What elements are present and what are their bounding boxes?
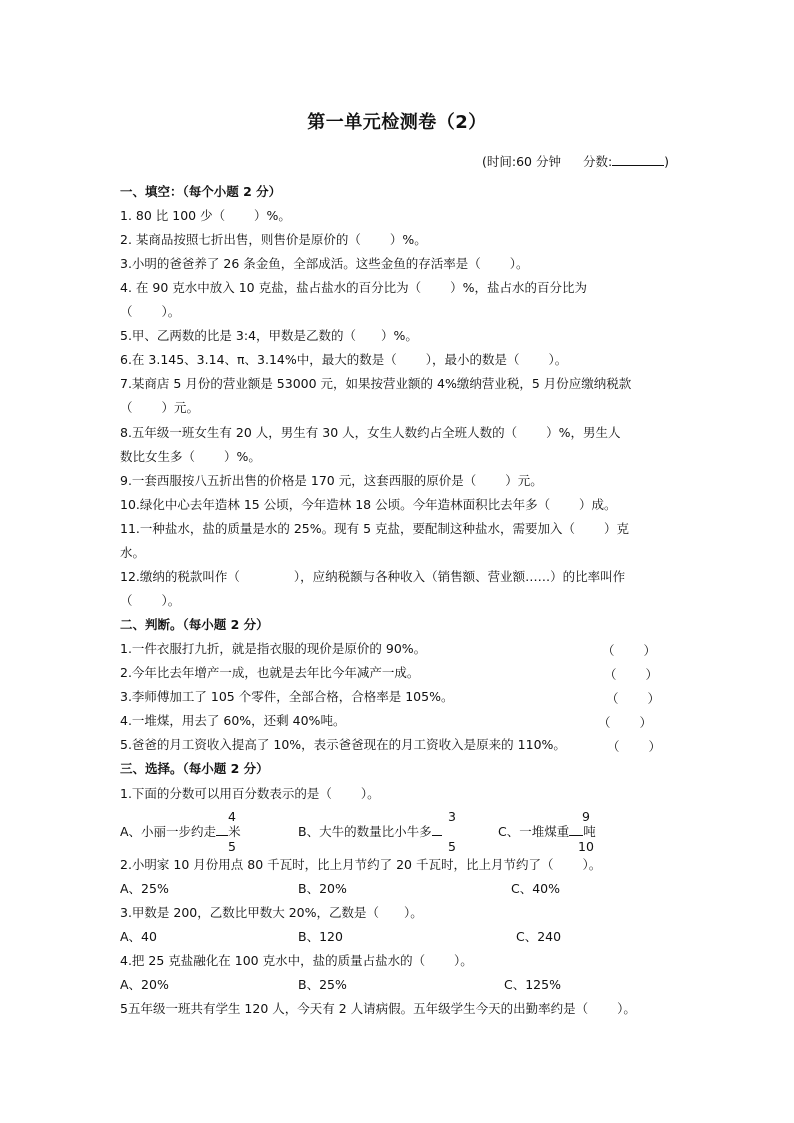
option-text: C、一堆煤重	[498, 824, 570, 839]
fill-question: 5.甲、乙两数的比是 3:4，甲数是乙数的（ ）%。	[120, 328, 418, 343]
option-unit: 吨	[583, 824, 596, 839]
choice-option-c[interactable]	[498, 824, 596, 840]
fill-question: 6.在 3.145、3.14、π、3.14%中，最大的数是（ ），最小的数是（ ）。	[120, 352, 568, 367]
fill-question: 2. 某商品按照七折出售，则售价是原价的（ ）%。	[120, 232, 427, 247]
judge-question: 2.今年比去年增产一成，也就是去年比今年减产一成。	[120, 665, 420, 680]
option-text: B、大牛的数量比小牛多	[298, 824, 432, 839]
fill-question: 11.一种盐水，盐的质量是水的 25%。现有 5 克盐，要配制这种盐水，需要加入（ ）克	[120, 521, 630, 536]
page-title: 第一单元检测卷（2）	[307, 112, 487, 133]
choice-question: 5五年级一班共有学生 120 人，今天有 2 人请病假。五年级学生今天的出勤率约是（ ）。	[120, 1001, 636, 1016]
fill-question: 12.缴纳的税款叫作（ ），应纳税额与各种收入（销售额、营业额……）的比率叫作	[120, 569, 626, 584]
choice-option-b[interactable]	[298, 824, 442, 840]
fill-question: 9.一套西服按八五折出售的价格是 170 元，这套西服的原价是（ ）元。	[120, 473, 543, 488]
option-unit: 米	[228, 824, 241, 839]
fill-question: 10.绿化中心去年造林 15 公顷，今年造林 18 公顷。今年造林面积比去年多（ ）成。	[120, 497, 617, 512]
fraction-bar	[569, 826, 583, 836]
judge-question: 1.一件衣服打九折，就是指衣服的现价是原价的 90%。	[120, 641, 427, 656]
fill-question: 3.小明的爸爸养了 26 条金鱼，全部成活。这些金鱼的存活率是（ ）。	[120, 256, 529, 271]
choice-question: 4.把 25 克盐融化在 100 克水中，盐的质量占盐水的（ ）。	[120, 953, 473, 968]
section-choice-heading: 三、选择。（每小题 2 分）	[120, 761, 269, 776]
choice-option-a[interactable]: A、20%	[120, 977, 169, 992]
judge-question: 4.一堆煤，用去了 60%，还剩 40%吨。	[120, 713, 346, 728]
fill-question-cont: 数比女生多（ ）%。	[120, 449, 261, 464]
fill-question: 8.五年级一班女生有 20 人，男生有 30 人，女生人数约占全班人数的（ ）%，男生人	[120, 425, 621, 440]
choice-option-b[interactable]: B、25%	[298, 977, 347, 992]
fraction-bar	[216, 826, 228, 836]
judge-answer-paren[interactable]: （ ）	[602, 643, 656, 658]
fraction-denominator: 10	[578, 839, 594, 854]
fraction-bar	[432, 826, 442, 836]
exam-meta	[482, 152, 669, 170]
fraction-denominator: 5	[448, 839, 456, 854]
judge-question: 3.李师傅加工了 105 个零件，全部合格，合格率是 105%。	[120, 689, 454, 704]
choice-option-c[interactable]: C、240	[516, 929, 562, 944]
score-label: 分数:	[582, 154, 613, 169]
fill-question-cont: （ ）。	[120, 304, 181, 319]
judge-answer-paren[interactable]: （ ）	[607, 739, 661, 754]
choice-option-a[interactable]: A、40	[120, 929, 157, 944]
fill-question: 1. 80 比 100 少（ ）%。	[120, 208, 291, 223]
judge-question: 5.爸爸的月工资收入提高了 10%，表示爸爸现在的月工资收入是原来的 110%。	[120, 737, 566, 752]
choice-question: 1.下面的分数可以用百分数表示的是（ ）。	[120, 786, 380, 801]
meta-close: )	[664, 154, 670, 169]
choice-option-a[interactable]	[120, 824, 241, 840]
fill-question: 7.某商店 5 月份的营业额是 53000 元，如果按营业额的 4%缴纳营业税，5 月份应缴纳税款	[120, 376, 632, 391]
fraction-numerator: 3	[448, 809, 456, 824]
judge-answer-paren[interactable]: （ ）	[604, 667, 658, 682]
judge-answer-paren[interactable]: （ ）	[606, 691, 660, 706]
fraction-denominator: 5	[228, 839, 236, 854]
choice-question: 3.甲数是 200，乙数比甲数大 20%，乙数是（ ）。	[120, 905, 423, 920]
judge-answer-paren[interactable]: （ ）	[598, 715, 652, 730]
fill-question-cont: （ ）元。	[120, 400, 199, 415]
fraction-numerator: 9	[582, 809, 590, 824]
section-judge-heading: 二、判断。（每小题 2 分）	[120, 617, 269, 632]
fill-question: 4. 在 90 克水中放入 10 克盐，盐占盐水的百分比为（ ）%，盐占水的百分比为	[120, 280, 587, 295]
fill-question-cont: （ ）。	[120, 593, 181, 608]
section-fill-heading: 一、填空：（每个小题 2 分）	[120, 184, 282, 199]
fill-question-cont: 水。	[120, 545, 146, 560]
choice-option-c[interactable]: C、125%	[504, 977, 561, 992]
choice-option-b[interactable]: B、20%	[298, 881, 347, 896]
choice-option-c[interactable]: C、40%	[511, 881, 561, 896]
option-text: A、小丽一步约走	[120, 824, 217, 839]
choice-option-b[interactable]: B、120	[298, 929, 343, 944]
time-limit: (时间:60 分钟	[482, 154, 561, 169]
choice-option-a[interactable]: A、25%	[120, 881, 169, 896]
choice-question: 2.小明家 10 月份用点 80 千瓦时，比上月节约了 20 千瓦时，比上月节约了（ ）。	[120, 857, 602, 872]
score-blank[interactable]	[612, 153, 664, 166]
fraction-numerator: 4	[228, 809, 236, 824]
